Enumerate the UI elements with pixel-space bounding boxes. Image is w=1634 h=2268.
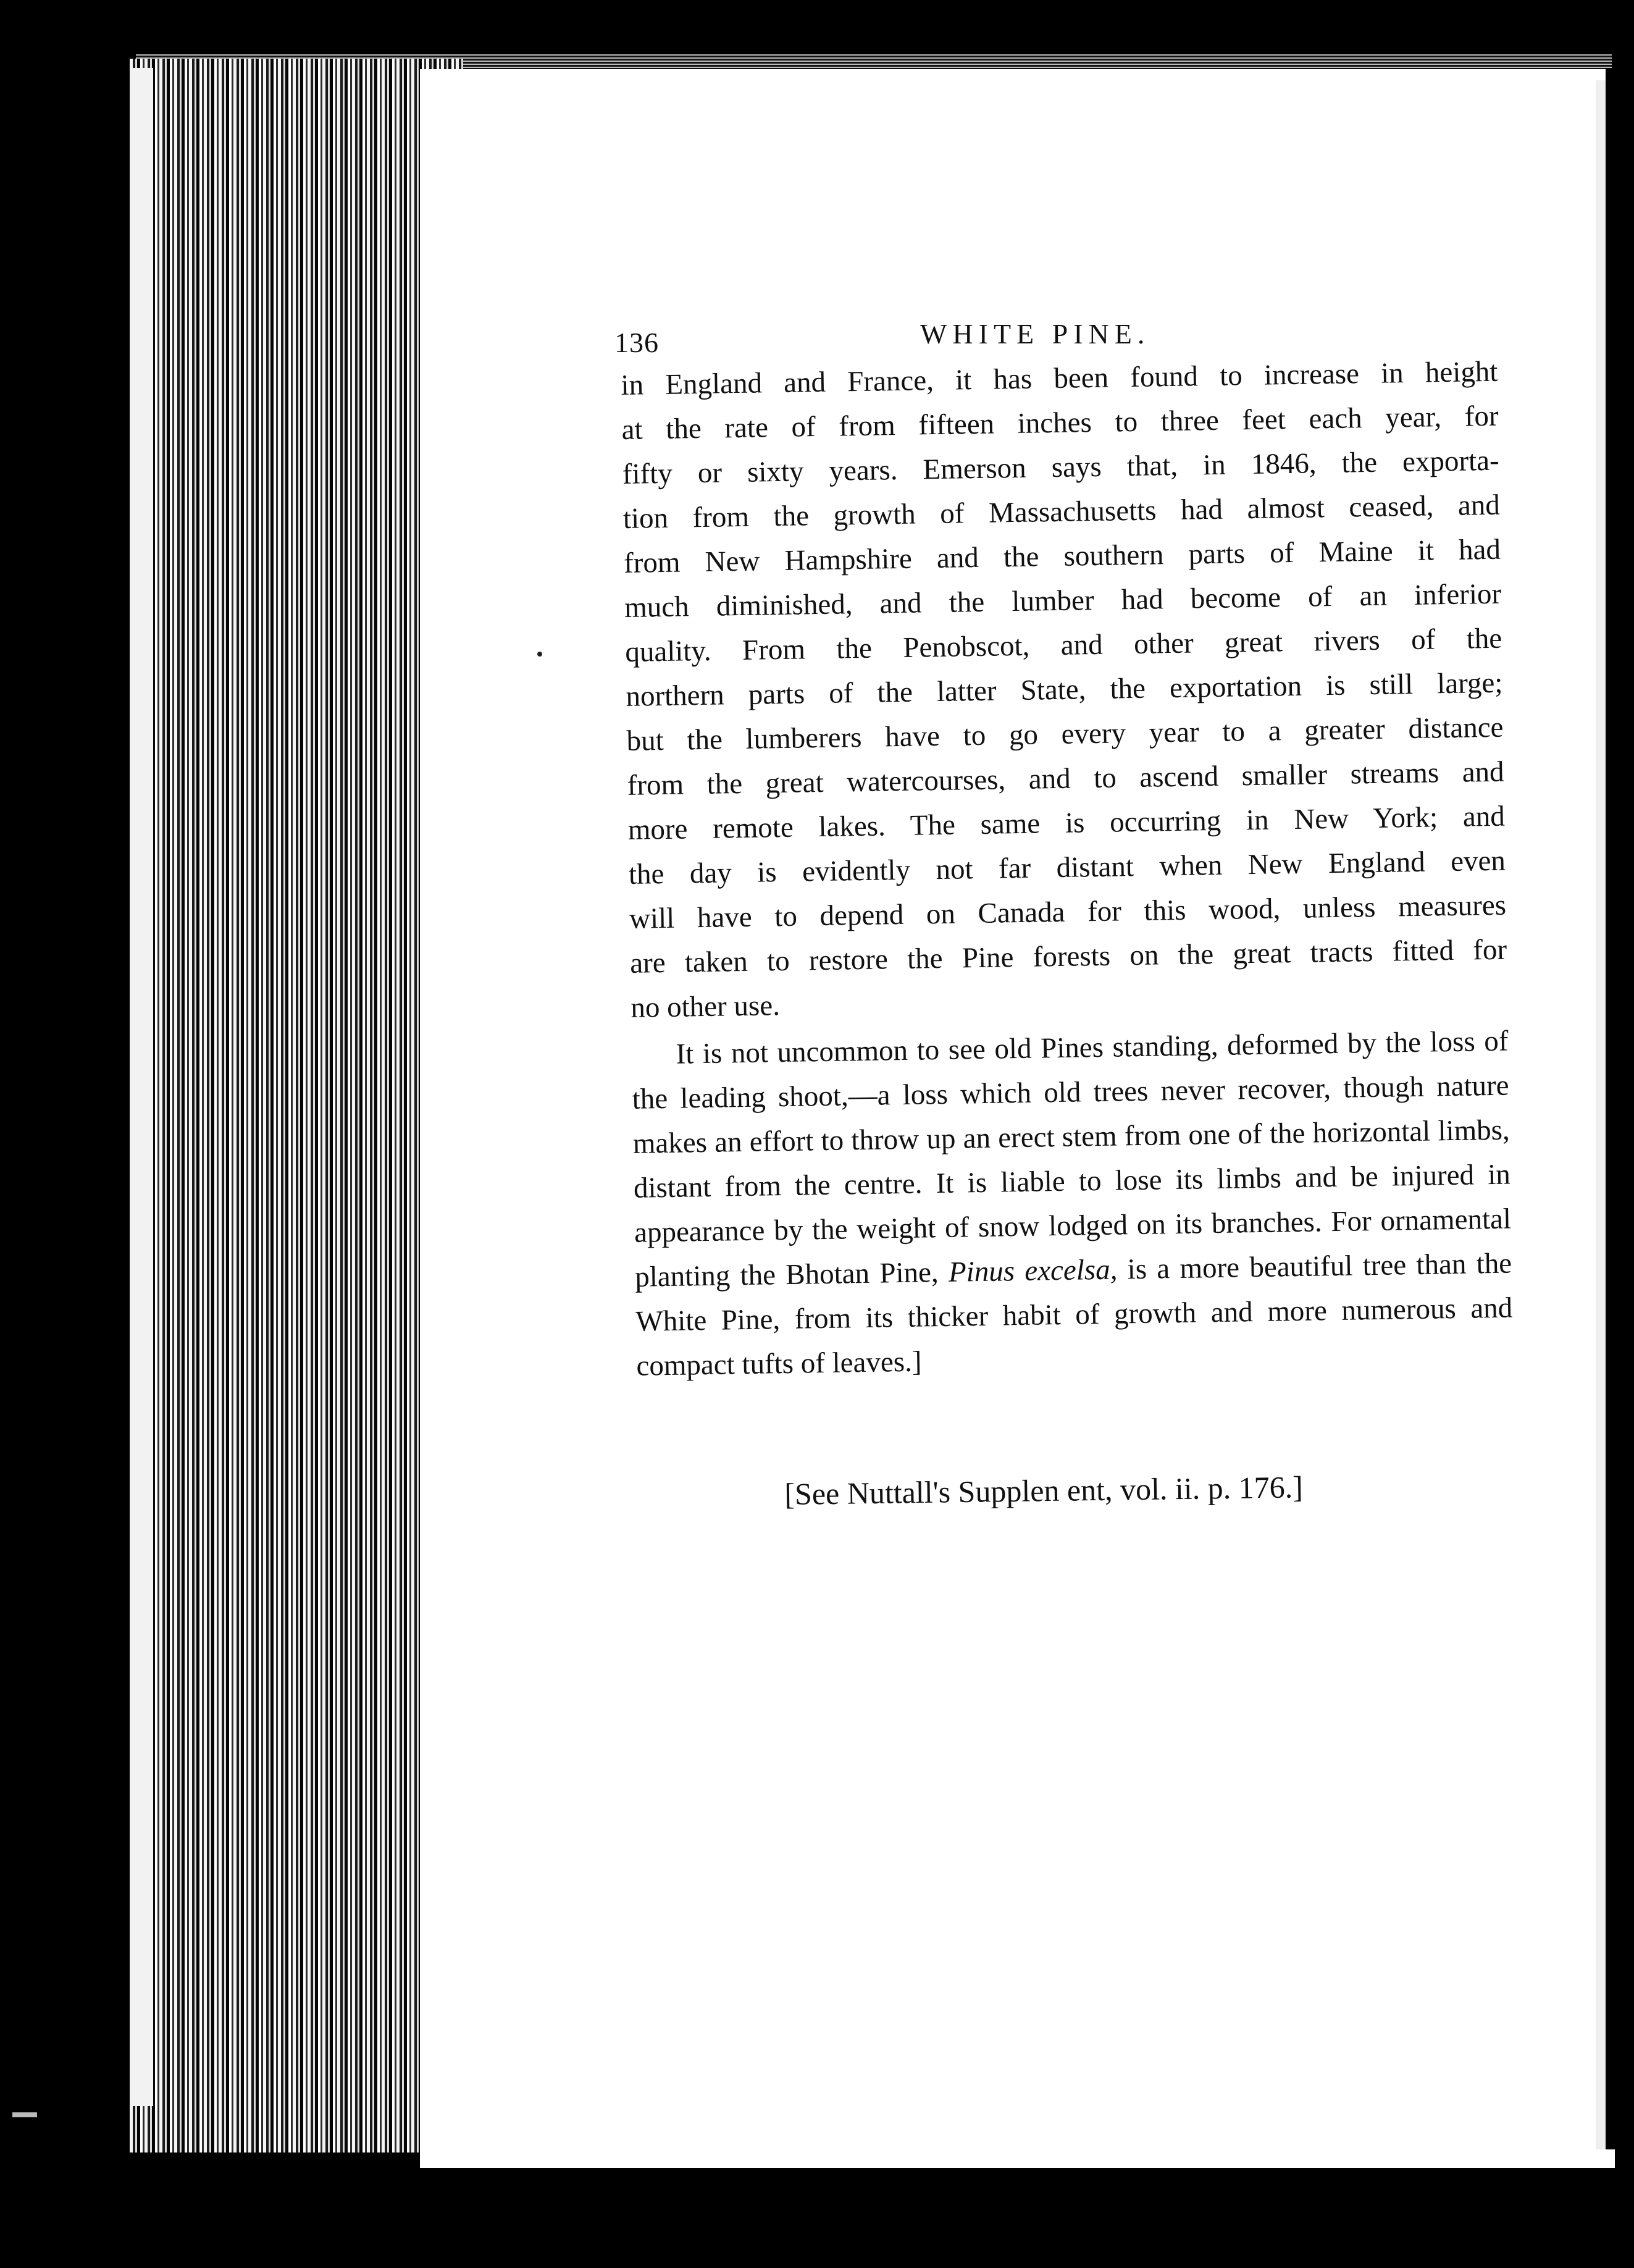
text-line: will have to depend on Canada for this wood, unless measures xyxy=(629,889,1507,935)
text-line: northern parts of the latter State, the exportation is still large; xyxy=(626,666,1503,713)
text-line: from the great watercourses, and to ascend smaller streams and xyxy=(627,755,1504,802)
text-line: no other use. xyxy=(630,989,781,1024)
text-line: are taken to restore the Pine forests on the great tracts fitted for xyxy=(629,933,1507,980)
text-line: much diminished, and the lumber had become of an inferior xyxy=(624,578,1502,624)
reference-note: [See Nuttall's Supplen ent, vol. ii. p. 176.] xyxy=(784,1469,1304,1511)
text-line: from New Hampshire and the southern parts of Maine it had xyxy=(623,533,1501,579)
latin-name: Pinus excelsa, xyxy=(948,1253,1118,1288)
text-line: quality. From the Penobscot, and other great rivers of the xyxy=(624,622,1502,668)
paragraph-1 xyxy=(621,350,1508,1030)
outer-page-edge xyxy=(130,68,153,2106)
text-line: the day is evidently not far distant when New England even xyxy=(628,844,1506,891)
text-line: more remote lakes. The same is occurring in New York; and xyxy=(627,800,1506,846)
page-edges-stack xyxy=(130,59,463,2152)
dust-speck xyxy=(537,652,542,657)
scan-artifact xyxy=(12,2112,37,2117)
page-number: 136 xyxy=(614,327,659,358)
binding-shadow xyxy=(1606,68,1620,2149)
text-line: but the lumberers have to go every year to a greater distance xyxy=(626,711,1504,757)
text-line: in England and France, it has been found to increase in height xyxy=(621,355,1498,401)
text-line: at the rate of from fifteen inches to three feet each year, for xyxy=(621,400,1499,446)
running-title: WHITE PINE. xyxy=(920,318,1150,350)
body-text xyxy=(621,350,1514,1388)
paragraph-2-text-end: is a more beautiful tree than the White Pine, from its thicker habit of growth and more numerous and compact tufts of leaves.] xyxy=(635,1247,1513,1382)
paragraph-2 xyxy=(631,1019,1514,1388)
page-right-edge xyxy=(1596,80,1606,2149)
text-line: tion from the growth of Massachusetts had almost ceased, and xyxy=(622,489,1501,535)
paragraph-2-text-start: It is not uncommon to see old Pines standing, deformed by the loss of the leading shoot,—a loss which old trees never recover, though nature makes an effort to throw up an erect stem from one of the horizontal limbs, distant from the centre. It is liable to lose its limbs and be injured in appearance by the weight of snow lodged on its branches. For ornamental planting the Bhotan Pine, xyxy=(632,1025,1512,1293)
text-line: fifty or sixty years. Emerson says that, in 1846, the exporta- xyxy=(622,444,1500,490)
